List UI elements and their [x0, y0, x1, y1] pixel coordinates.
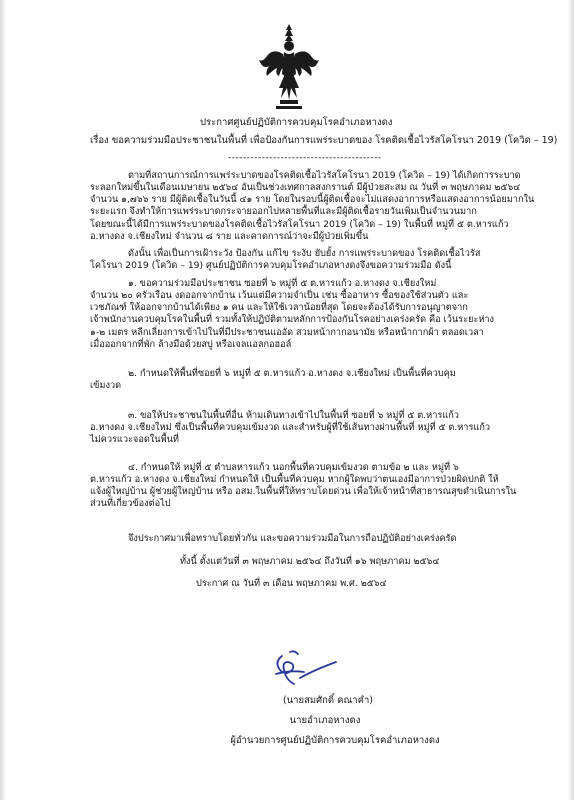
measure-item-3 — [90, 410, 552, 446]
signatory-position-director: ผู้อำนวยการศูนย์ปฏิบัติการควบคุมโรคอำเภอหางดง — [230, 735, 440, 746]
item1-line: ๑. ขอความร่วมมือประชาชน ซอยที่ ๖ หมู่ที่ ๕ ต.หารแก้ว อ.หางดง จ.เชียงใหม่ — [128, 278, 437, 289]
handwritten-signature — [270, 648, 340, 688]
item1-line: ๑-๒ เมตร หลีกเลี่ยงการเข้าไปในที่มีประชาชนแออัด สวมหน้ากากอนามัย หรือหน้ากากผ้า ตลอดเวลา — [90, 326, 484, 338]
item4-line: ส่วนที่เกี่ยวข้องต่อไป — [90, 498, 171, 510]
item3-line: ๓. ขอให้ประชาชนในพื้นที่อื่น ห้ามเดินทางเข้าไปในพื้นที่ ซอยที่ ๖ หมู่ที่ ๕ ต.หารแก้ว — [128, 410, 459, 421]
item3-line: อ.หางดง จ.เชียงใหม่ ซึ่งเป็นพื้นที่ควบคุมเข้มงวด และสำหรับผู้ที่ใช้เส้นทางผ่านพื้นที่ หมู่ที่ ๕ ต.หารแก้ว — [90, 422, 491, 434]
para1-line: ระลอกใหม่ขึ้นในเดือนเมษายน ๒๕๖๔ อันเป็นช่วงเทศกาลสงกรานต์ มีผู้ป่วยสะสม ณ วันที่ ๓ พฤษภาคม ๒๕๖๔ — [90, 182, 521, 194]
announcement-title: ประกาศศูนย์ปฏิบัติการควบคุมโรคอำเภอหางดง — [200, 117, 393, 128]
paragraph-situation — [90, 170, 552, 243]
announcement-date: ประกาศ ณ วันที่ ๓ เดือน พฤษภาคม พ.ศ. ๒๕๖๔ — [196, 578, 387, 589]
item2-line: ๒. กำหนดให้พื้นที่ซอยที่ ๖ หมู่ที่ ๕ ต.หารแก้ว อ.หางดง จ.เชียงใหม่ เป็นพื้นที่ควบคุม — [128, 368, 456, 379]
item3-line: ไม่ควรแวะจอดในพื้นที่ — [90, 434, 179, 446]
para1-line: จำนวน ๑,๗๖๖ ราย มีผู้ติดเชื้อในวันนี้ ๔๑ ราย โดยในรอบนี้ผู้ติดเชื้อจะไม่แสดงอาการหรือแสดงอาการน้อยมากใน — [90, 194, 535, 206]
effective-period: ทั้งนี้ ตั้งแต่วันที่ ๓ พฤษภาคม ๒๕๖๔ ถึงวันที่ ๑๖ พฤษภาคม ๒๕๖๔ — [180, 556, 440, 567]
measure-item-1 — [90, 278, 552, 351]
item1-line: เจ้าพนักงานควบคุมโรคในพื้นที่ รวมทั้งให้ปฏิบัติตามหลักการป้องกันโรคอย่างเคร่งครัด คือ เว้นระยะห่าง — [90, 314, 495, 326]
announcement-subject: เรื่อง ขอความร่วมมือประชาชนในพื้นที่ เพื่อป้องกันการแพร่ระบาดของ โรคติดเชื้อไวรัสโคโรนา 2019 (โควิด – 19) — [90, 135, 558, 146]
item4-line: แจ้งผู้ใหญ่บ้าน ผู้ช่วยผู้ใหญ่บ้าน หรือ อสม.ในพื้นที่ให้ทราบโดยด่วน เพื่อให้เจ้าหน้าที่สาธารณสุขดำเนินการใน — [90, 486, 517, 498]
page-edge-right — [568, 0, 574, 800]
divider-line: ----------------------------------------- — [228, 153, 382, 163]
item1-line: เวชภัณฑ์ ให้ออกจากบ้านได้เพียง ๑ คน และให้ใช้เวลาน้อยที่สุด โดยจะต้องได้รับการอนุญาตจาก — [90, 302, 468, 314]
measure-item-2 — [90, 368, 552, 392]
para1-line: โดยขณะนี้ได้มีการแพร่ระบาดของโรคติดเชื้อไวรัสโคโรนา 2019 (โควิด – 19) ในพื้นที่ หมู่ที่ ๕ ต.หารแก้ว — [90, 218, 509, 230]
item4-line: ๔. กำหนดให้ หมู่ที่ ๕ ตำบลหารแก้ว นอกพื้นที่ควบคุมเข้มงวด ตามข้อ ๒ และ หมู่ที่ ๖ — [128, 462, 459, 473]
signatory-position: นายอำเภอหางดง — [289, 715, 361, 726]
para1-line: ตามที่สถานการณ์การแพร่ระบาดของโรคติดเชื้อไวรัสโคโรนา 2019 (โควิด – 19) ได้เกิดการระบาด — [128, 170, 521, 181]
paragraph-measures-intro — [90, 248, 552, 272]
item2-line: เข้มงวด — [90, 380, 122, 392]
closing-statement: จึงประกาศมาเพื่อทราบโดยทั่วกัน และขอความร่วมมือในการถือปฏิบัติอย่างเคร่งครัด — [128, 533, 457, 544]
garuda-emblem-icon — [258, 22, 320, 110]
item1-line: จำนวน ๒๐ ครัวเรือน งดออกจากบ้าน เว้นแต่มีความจำเป็น เช่น ซื้ออาหาร ซื้อของใช้ส่วนตัว และ — [90, 290, 469, 302]
measure-item-4 — [90, 462, 552, 511]
page-edge-left — [0, 0, 6, 800]
para2-line: ดังนั้น เพื่อเป็นการเฝ้าระวัง ป้องกัน แก้ไข ระงับ ยับยั้ง การแพร่ระบาดของ โรคติดเชื้อไวรัส — [128, 248, 481, 259]
signatory-name: (นายสมศักดิ์ คณาคำ) — [282, 695, 374, 706]
para2-line: โคโรนา 2019 (โควิด – 19) ศูนย์ปฏิบัติการควบคุมโรคอำเภอหางดงจึงขอความร่วมมือ ดังนี้ — [90, 260, 452, 272]
para1-line: อ.หางดง จ.เชียงใหม่ จำนวน ๘ ราย และคาดการณ์ว่าจะมีผู้ป่วยเพิ่มขึ้น — [90, 230, 369, 242]
item1-line: เมื่อออกจากที่พัก ล้างมือด้วยสบู่ หรือเจลแอลกอฮอล์ — [90, 338, 292, 350]
para1-line: ระยะแรก จึงทำให้การแพร่ระบาดกระจายออกไปหลายพื้นที่และมีผู้ติดเชื้อรายวันเพิ่มเป็นจำนวนมาก — [90, 206, 477, 218]
item4-line: ต.หารแก้ว อ.หางดง จ.เชียงใหม่ กำหนดให้ เป็นพื้นที่ควบคุม หากผู้ใดพบว่าตนเองมีอาการป่วยผิดปกติ ให้ — [90, 474, 499, 486]
